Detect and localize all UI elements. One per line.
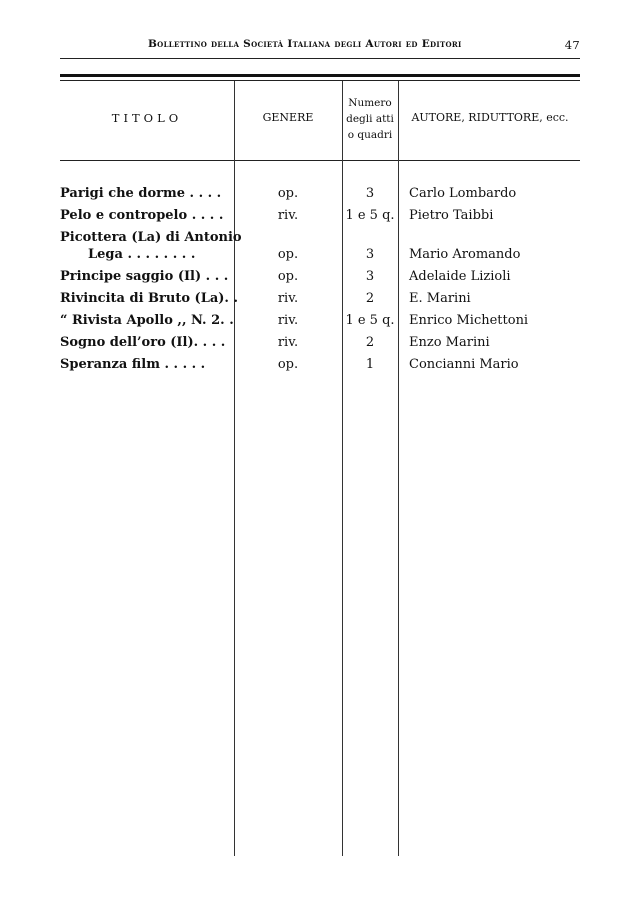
row-titolo: Sogno dell’oro (Il). . . . [60, 335, 226, 350]
row-titolo: Principe saggio (Il) . . . [60, 269, 229, 284]
row-numero: 2 [365, 335, 375, 350]
column-header-numero [342, 95, 398, 143]
row-numero: 2 [365, 291, 375, 306]
table-header-bottom-rule [60, 160, 580, 161]
row-titolo: Picottera (La) di Antonio [60, 230, 242, 245]
row-genere: riv. [277, 313, 299, 328]
row-autore: Enzo Marini [409, 335, 490, 350]
row-numero: 3 [365, 269, 375, 284]
header-rule [60, 58, 580, 59]
table-row [0, 357, 644, 379]
row-titolo: Parigi che dorme . . . . [60, 186, 222, 201]
row-numero: 1 e 5 q. [345, 208, 395, 223]
table-row [0, 335, 644, 357]
row-autore: Adelaide Lizioli [409, 269, 511, 284]
column-header-autore: AUTORE, RIDUTTORE, ecc. [411, 111, 569, 124]
row-numero: 1 [365, 357, 375, 372]
table-top-rule-thin [60, 80, 580, 81]
row-genere: op. [277, 269, 299, 284]
row-autore: Mario Aromando [409, 247, 521, 262]
row-genere: riv. [277, 335, 299, 350]
table-row [0, 247, 644, 269]
row-titolo: Speranza film . . . . . [60, 357, 206, 372]
row-autore: Carlo Lombardo [409, 186, 517, 201]
row-numero: 3 [365, 247, 375, 262]
row-genere: op. [277, 247, 299, 262]
row-autore: Concianni Mario [409, 357, 519, 372]
running-head-title: Bollettino della Società Italiana degli Autori ed Editori [148, 38, 462, 50]
page-number: 47 [564, 38, 580, 52]
column-header-genere: GENERE [262, 111, 314, 124]
column-header-numero-line2: degli atti [346, 113, 394, 125]
table-top-rule-thick [60, 74, 580, 77]
row-numero: 3 [365, 186, 375, 201]
row-autore: E. Marini [409, 291, 471, 306]
column-header-numero-line1: Numero [348, 97, 392, 109]
row-autore: Pietro Taibbi [409, 208, 494, 223]
row-titolo: Rivincita di Bruto (La). . [60, 291, 238, 306]
row-genere: riv. [277, 208, 299, 223]
row-genere: op. [277, 357, 299, 372]
table-row [0, 269, 644, 291]
row-autore: Enrico Michettoni [409, 313, 529, 328]
column-header-numero-line3: o quadri [347, 129, 393, 141]
table-row [0, 208, 644, 230]
row-genere: op. [277, 186, 299, 201]
column-header-titolo: TITOLO [111, 111, 183, 125]
row-titolo: “ Rivista Apollo ,, N. 2. . [60, 313, 234, 328]
table-row [0, 313, 644, 335]
table-row [0, 186, 644, 208]
running-head [60, 38, 580, 54]
row-numero: 1 e 5 q. [345, 313, 395, 328]
row-titolo: Pelo e contropelo . . . . [60, 208, 224, 223]
row-genere: riv. [277, 291, 299, 306]
table-row [0, 291, 644, 313]
row-titolo-continuation: Lega . . . . . . . . [88, 247, 196, 262]
